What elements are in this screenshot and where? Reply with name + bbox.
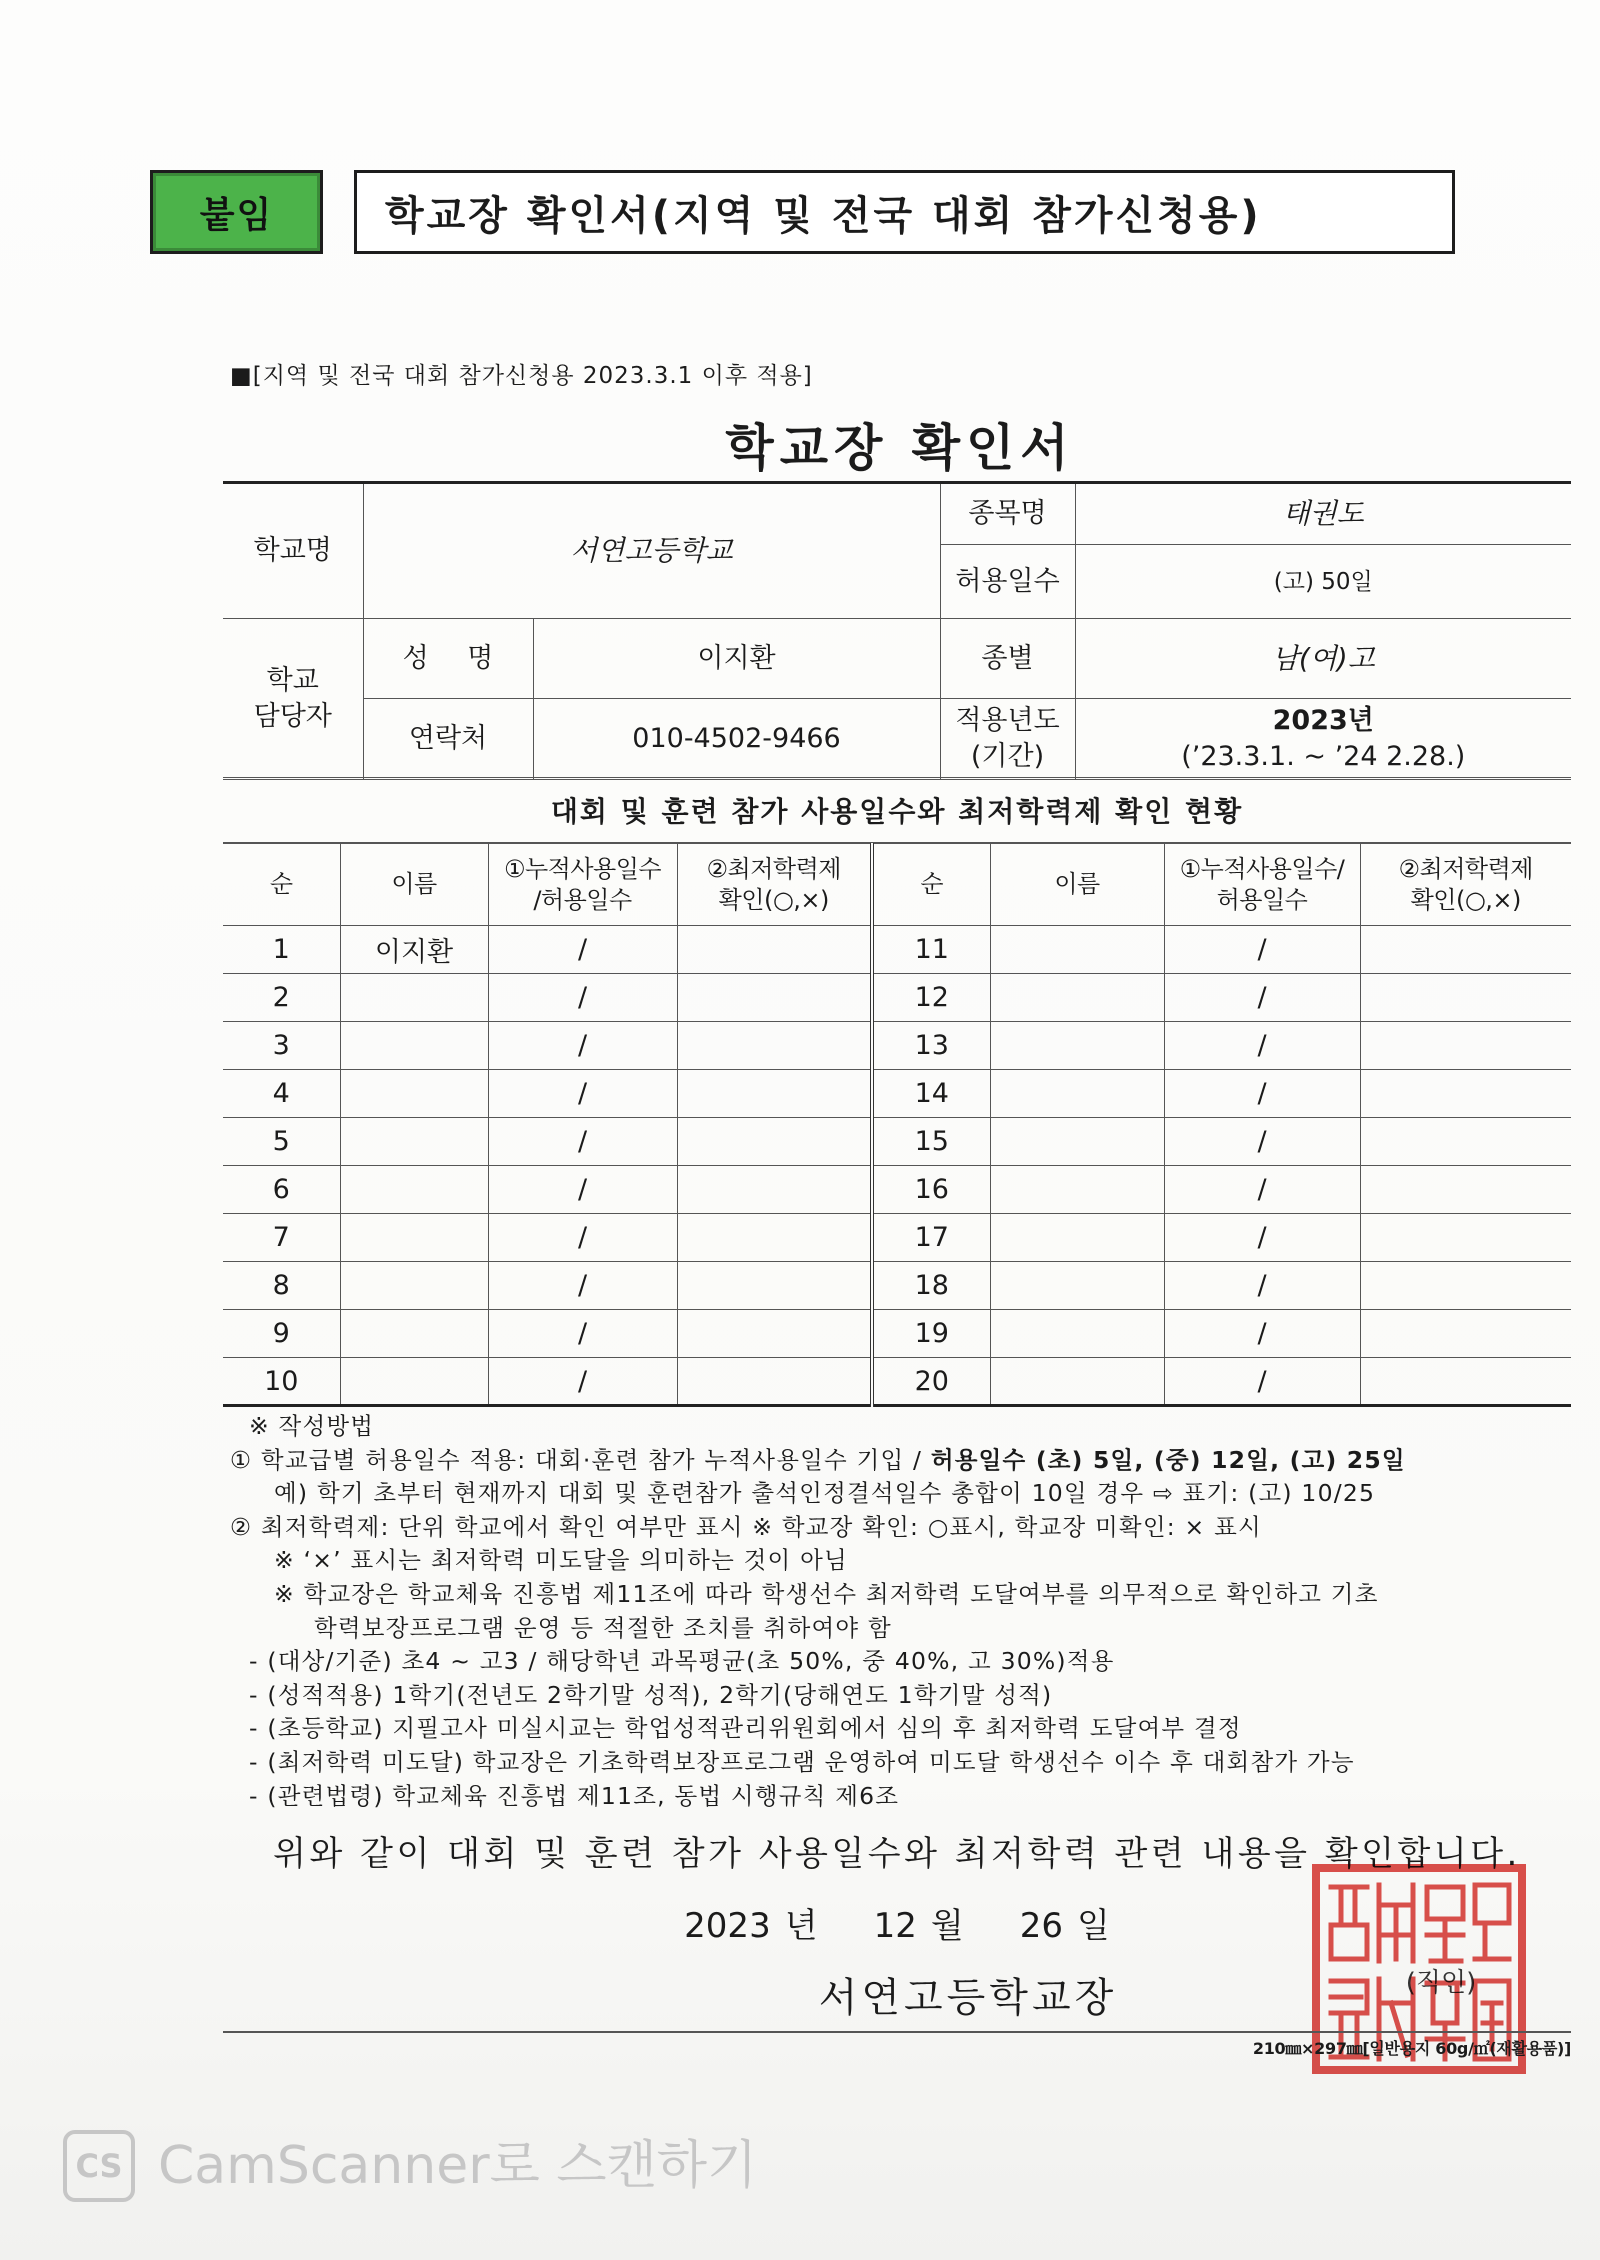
row-number: 3 [223, 1022, 340, 1070]
table-row [223, 926, 1571, 974]
date-month: 12 [873, 1906, 917, 1946]
academic-check [1360, 1022, 1571, 1070]
row-number: 6 [223, 1166, 340, 1214]
date-month-unit: 월 [930, 1906, 964, 1946]
contact-label: 연락처 [363, 699, 533, 780]
col-header-academic-right-line2: 확인(○,×) [1410, 885, 1521, 914]
days-used-allowed: / [488, 1118, 677, 1166]
row-number: 19 [872, 1310, 990, 1358]
academic-check [677, 1214, 872, 1262]
info-row-contact [223, 699, 1571, 780]
student-name [990, 1118, 1164, 1166]
paper-spec: 210㎜×297㎜[일반용지 60g/㎡(재활용품)] [1252, 2039, 1571, 2058]
col-header-days-right-line2: 허용일수 [1216, 885, 1308, 914]
row-number: 4 [223, 1070, 340, 1118]
note-bullet: - (성적적용) 1학기(전년도 2학기말 성적), 2학기(당해연도 1학기말 성적) [249, 1680, 1053, 1709]
date-day-unit: 일 [1076, 1906, 1110, 1946]
name-label: 성 명 [363, 619, 533, 699]
student-name [340, 1070, 488, 1118]
student-name [990, 1214, 1164, 1262]
writing-instructions [230, 1410, 1575, 1813]
table-row [223, 1214, 1571, 1262]
roster-body [223, 926, 1571, 1406]
section-title: 대회 및 훈련 참가 사용일수와 최저학력제 확인 현황 [223, 777, 1571, 843]
manager-label-line1: 학교 [266, 665, 319, 696]
col-header-days-right [1164, 844, 1360, 926]
confirmation-statement: 위와 같이 대회 및 훈련 참가 사용일수와 최저학력 관련 내용을 확인합니다. [273, 1834, 1521, 1874]
row-number: 13 [872, 1022, 990, 1070]
period-range: (’23.3.1. ~ ’24 2.28.) [1181, 741, 1466, 772]
academic-check [1360, 1166, 1571, 1214]
info-table [223, 481, 1571, 780]
date-year: 2023 [684, 1906, 771, 1946]
school-name-label: 학교명 [223, 483, 363, 619]
student-name [990, 926, 1164, 974]
days-used-allowed: / [1164, 926, 1360, 974]
manager-label-line2: 담당자 [253, 701, 332, 732]
days-used-allowed: / [488, 926, 677, 974]
table-row [223, 1070, 1571, 1118]
school-name-value: 서연고등학교 [363, 483, 940, 619]
note-remark-2: ※ 학교장은 학교체육 진흥법 제11조에 따라 학생선수 최저학력 도달여부를 의무적으로 확인하고 기초 [274, 1579, 1379, 1608]
days-used-allowed: / [1164, 1070, 1360, 1118]
academic-check [677, 974, 872, 1022]
days-used-allowed: / [1164, 974, 1360, 1022]
days-used-allowed: / [1164, 1214, 1360, 1262]
row-number: 8 [223, 1262, 340, 1310]
academic-check [1360, 926, 1571, 974]
period-label-line2: (기간) [970, 741, 1045, 772]
camscanner-watermark: CamScanner로 스캔하기 [158, 2136, 758, 2196]
academic-check [677, 1166, 872, 1214]
sport-label: 종목명 [940, 483, 1075, 545]
table-row [223, 1118, 1571, 1166]
col-header-academic [677, 844, 872, 926]
student-name [990, 1358, 1164, 1406]
days-used-allowed: / [1164, 1358, 1360, 1406]
col-header-days-line2: /허용일수 [533, 885, 632, 914]
sport-value: 태권도 [1075, 483, 1571, 545]
note-bullet: - (초등학교) 지필고사 미실시교는 학업성적관리위원회에서 심의 후 최저학력 도달여부 결정 [249, 1714, 1242, 1743]
academic-check [677, 1118, 872, 1166]
student-name [990, 1310, 1164, 1358]
student-name [340, 1166, 488, 1214]
student-name [990, 1070, 1164, 1118]
col-header-academic-line1: ②최저학력제 [706, 854, 841, 883]
table-row [223, 1262, 1571, 1310]
table-row [223, 1022, 1571, 1070]
academic-check [677, 1358, 872, 1406]
row-number: 7 [223, 1214, 340, 1262]
days-used-allowed: / [1164, 1118, 1360, 1166]
note-remark-2-cont: 학력보장프로그램 운영 등 적절한 조치를 취하여야 함 [314, 1613, 892, 1642]
contact-value: 010-4502-9466 [533, 699, 940, 780]
table-row [223, 974, 1571, 1022]
allowed-days-label: 허용일수 [940, 545, 1075, 619]
days-used-allowed: / [488, 1166, 677, 1214]
col-header-academic-line2: 확인(○,×) [718, 885, 829, 914]
academic-check [1360, 1118, 1571, 1166]
header-title-text: 학교장 확인서(지역 및 전국 대회 참가신청용) [385, 192, 1262, 239]
days-used-allowed: / [488, 1070, 677, 1118]
row-number: 12 [872, 974, 990, 1022]
table-row [223, 1166, 1571, 1214]
row-number: 10 [223, 1358, 340, 1406]
manager-label [223, 619, 363, 780]
manager-name: 이지환 [533, 619, 940, 699]
row-number: 5 [223, 1118, 340, 1166]
info-row-school [223, 483, 1571, 545]
note-bullet: - (관련법령) 학교체육 진흥법 제11조, 동법 시행규칙 제6조 [249, 1781, 900, 1810]
category-value: 남(여)고 [1075, 619, 1571, 699]
row-number: 17 [872, 1214, 990, 1262]
note-item-1 [230, 1444, 1575, 1478]
academic-check [677, 1310, 872, 1358]
academic-check [1360, 1070, 1571, 1118]
col-header-name: 이름 [340, 844, 488, 926]
student-name [990, 1166, 1164, 1214]
student-name [990, 1262, 1164, 1310]
document-title: 학교장 확인서 [725, 419, 1075, 477]
date-day: 26 [1019, 1906, 1063, 1946]
days-used-allowed: / [1164, 1022, 1360, 1070]
row-number: 14 [872, 1070, 990, 1118]
note-bullet: - (대상/기준) 초4 ~ 고3 / 해당학년 과목평균(초 50%, 중 40%, 고 30%)적용 [249, 1647, 1115, 1676]
footer-rule [223, 2031, 1571, 2033]
row-number: 16 [872, 1166, 990, 1214]
category-label: 종별 [940, 619, 1075, 699]
academic-check [677, 1262, 872, 1310]
academic-check [1360, 1310, 1571, 1358]
days-used-allowed: / [488, 1022, 677, 1070]
row-number: 20 [872, 1358, 990, 1406]
col-header-days [488, 844, 677, 926]
note-item-1-bold: 허용일수 (초) 5일, (중) 12일, (고) 25일 [930, 1445, 1406, 1474]
note-example: 예) 학기 초부터 현재까지 대회 및 훈련참가 출석인정결석일수 총합이 10일 경우 ⇨ 표기: (고) 10/25 [274, 1479, 1376, 1508]
attachment-badge: 붙임 [150, 170, 323, 254]
student-name [340, 974, 488, 1022]
row-number: 15 [872, 1118, 990, 1166]
days-used-allowed: / [488, 1214, 677, 1262]
roster-header-row [223, 844, 1571, 926]
note-remark-1: ※ ‘×’ 표시는 최저학력 미도달을 의미하는 것이 아님 [274, 1546, 848, 1575]
row-number: 18 [872, 1262, 990, 1310]
row-number: 2 [223, 974, 340, 1022]
table-row [223, 1310, 1571, 1358]
subheading: ■[지역 및 전국 대회 참가신청용 2023.3.1 이후 적용] [230, 363, 813, 389]
row-number: 1 [223, 926, 340, 974]
note-item-2: ② 최저학력제: 단위 학교에서 확인 여부만 표시 ※ 학교장 확인: ○표시, 학교장 미확인: × 표시 [230, 1512, 1262, 1541]
note-bullet: - (최저학력 미도달) 학교장은 기초학력보장프로그램 운영하여 미도달 학생선수 이수 후 대회참가 가능 [249, 1747, 1355, 1776]
info-row-manager [223, 619, 1571, 699]
signatory: 서연고등학교장 [818, 1975, 1118, 2021]
academic-check [1360, 1214, 1571, 1262]
student-name [340, 1358, 488, 1406]
col-header-name-right: 이름 [990, 844, 1164, 926]
academic-check [677, 926, 872, 974]
period-value [1075, 699, 1571, 780]
student-name [340, 1022, 488, 1070]
period-year: 2023년 [1272, 705, 1374, 736]
col-header-no-right: 순 [872, 844, 990, 926]
col-header-days-right-line1: ①누적사용일수/ [1179, 854, 1345, 883]
col-header-academic-right-line1: ②최저학력제 [1398, 854, 1533, 883]
academic-check [677, 1070, 872, 1118]
days-used-allowed: / [488, 974, 677, 1022]
days-used-allowed: / [1164, 1262, 1360, 1310]
days-used-allowed: / [488, 1358, 677, 1406]
days-used-allowed: / [488, 1310, 677, 1358]
student-name [990, 974, 1164, 1022]
roster-table [223, 843, 1571, 1407]
date-year-unit: 년 [784, 1906, 818, 1946]
days-used-allowed: / [488, 1262, 677, 1310]
student-name [340, 1118, 488, 1166]
period-label [940, 699, 1075, 780]
col-header-no: 순 [223, 844, 340, 926]
days-used-allowed: / [1164, 1310, 1360, 1358]
period-label-line1: 적용년도 [955, 705, 1060, 736]
student-name [990, 1022, 1164, 1070]
student-name [340, 1214, 488, 1262]
academic-check [677, 1022, 872, 1070]
student-name [340, 1310, 488, 1358]
camscanner-logo: CS [63, 2130, 135, 2202]
academic-check [1360, 1262, 1571, 1310]
student-name [340, 1262, 488, 1310]
notes-heading: ※ 작성방법 [249, 1412, 375, 1440]
row-number: 9 [223, 1310, 340, 1358]
row-number: 11 [872, 926, 990, 974]
col-header-academic-right [1360, 844, 1571, 926]
days-used-allowed: / [1164, 1166, 1360, 1214]
col-header-days-line1: ①누적사용일수 [503, 854, 662, 883]
header-title [354, 170, 1455, 254]
academic-check [1360, 1358, 1571, 1406]
table-row [223, 1358, 1571, 1406]
academic-check [1360, 974, 1571, 1022]
seal-label: (직인) [1405, 1968, 1477, 1998]
note-item-1-text: ① 학교급별 허용일수 적용: 대회·훈련 참가 누적사용일수 기입 / [230, 1445, 931, 1474]
allowed-days-value: (고) 50일 [1075, 545, 1571, 619]
student-name: 이지환 [340, 926, 488, 974]
